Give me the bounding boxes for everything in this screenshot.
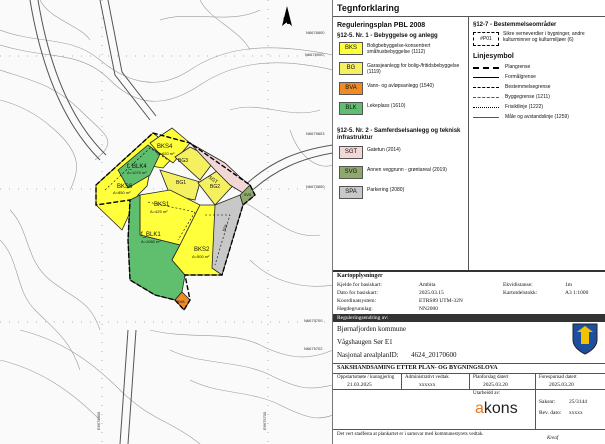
coord-label: N6675700 [304, 318, 323, 323]
label-f-blk1: f_BLK1 [141, 232, 161, 238]
plan-id: 4624_20170600 [411, 351, 457, 359]
label-spa: SPA [221, 223, 229, 233]
line-symbol-swatch [473, 107, 499, 108]
equidistance-key: Ekvidistanse: [503, 282, 533, 288]
divider [333, 389, 605, 390]
label-bg3: BG3 [178, 158, 189, 164]
rev-label: Rev. dato: [539, 410, 562, 416]
scale-val: A3 1:1000 [565, 290, 589, 296]
place-name: Vågshaugen Sør E1 [337, 338, 393, 346]
company-logo: akons [475, 400, 518, 417]
company-name: kons [483, 400, 518, 417]
divider [333, 270, 605, 272]
coord-label: N6675800 [306, 184, 325, 189]
process-col-2: Planforslag datert [473, 375, 509, 380]
legend-swatch-bg: BG [339, 62, 363, 75]
label-f-blk4: f_BLK4 [127, 164, 147, 170]
legend-label-svg: Annen veggrunn - grøntareal (2019) [367, 167, 447, 173]
legend-label-bva: Vann- og avløpsanlegg (1540) [367, 83, 434, 89]
municipality: Bjørnafjorden kommune [337, 325, 407, 333]
area-bks6: A=850 m² [113, 190, 131, 195]
line-symbol-swatch [473, 67, 499, 69]
label-sgt: SGT [206, 174, 219, 186]
scale-key: Kartutdelstokk: [503, 290, 538, 296]
legend-panel [333, 0, 605, 270]
label-bks4: BKS4 [157, 144, 173, 150]
line-symbol-swatch [473, 87, 499, 88]
legend-swatch-bva: BVA [339, 82, 363, 95]
legend-swatch-svg: SVG [339, 166, 363, 179]
legend-swatch-blk: BLK [339, 102, 363, 115]
regulation-heading: Reguleringsendring av: [337, 315, 389, 321]
legend-swatch-spa: SPA [339, 186, 363, 199]
section-1-heading: §12-5. Nr. 1 - Bebyggelse og anlegg [337, 33, 438, 39]
divider [333, 363, 605, 364]
coord-label: N6675702 [304, 346, 323, 351]
divider [401, 373, 402, 389]
line-symbol-label: Plangrense [505, 64, 531, 70]
title-block [333, 270, 605, 444]
legend-swatch-p01: #P01 [473, 32, 499, 46]
legend-label-sgt: Gatetun (2014) [367, 147, 401, 153]
process-col-0: Oppstartsmøte / kunngjering [337, 375, 395, 380]
divider [535, 389, 536, 429]
line-symbol-label: Byggegrense (1211) [505, 94, 550, 100]
rev-date: xxxxx [569, 410, 583, 416]
coord-label: N6676900 [305, 52, 324, 57]
signature: Kreaf [547, 436, 559, 441]
case-number: 25/3144 [569, 399, 588, 405]
equidistance-val: 1m [565, 282, 573, 288]
footer-note: Det vert stadfesta at plankartet er i samsvar med kommunestyrets vedtak. [337, 432, 484, 437]
basis-date-val: 2025.03.15 [419, 290, 444, 296]
svg-text:N: N [283, 16, 290, 26]
legend-swatch-sgt: SGT [339, 146, 363, 159]
plan-id-label: Nasjonal arealplanID: [337, 351, 399, 359]
coord-label: N6675803 [306, 131, 325, 136]
case-label: Saksnr: [539, 399, 556, 405]
line-symbol-label: Måle og avstandslinje (1259) [505, 114, 569, 120]
map-info-heading: Kartopplysninger [337, 273, 383, 279]
legend-label-p01: Sikre verneverdier i bygninger, andre kulturminner og kulturmiljøer (6) [503, 31, 585, 43]
divider [468, 16, 469, 270]
coord-label: E6675800 [96, 411, 101, 430]
plan-title: Reguleringsplan PBL 2008 [337, 22, 426, 29]
line-symbol-label: Frisiktlinje (1222) [505, 104, 544, 110]
process-heading: SAKSHANDSAMING ETTER PLAN- OG BYGNINGSLOVA [337, 365, 498, 371]
label-svg: SVG [244, 193, 252, 197]
line-symbol-swatch [473, 77, 499, 78]
height-basis-key: Høgdegrunnlag: [337, 306, 373, 312]
line-symbol-label: Formålgrense [505, 74, 536, 80]
divider [333, 429, 605, 430]
divider [469, 373, 470, 389]
basis-source-val: Ambita [419, 282, 436, 288]
legend-label-bks: Boligbebyggelse-konsentrert småhusbebyggelse (1112) [367, 43, 431, 55]
coord-label: E6675700 [262, 411, 267, 430]
coat-of-arms-icon [571, 322, 599, 356]
process-val-2: 2025.03.20 [483, 382, 508, 388]
area-f-blk1: A=1060 m² [141, 239, 161, 244]
legend-label-blk: Lekeplass (1610) [367, 103, 406, 109]
legend-label-spa: Parkering (2080) [367, 187, 405, 193]
label-bks6: BKS6 [117, 184, 133, 190]
coord-system-key: Koordinatsystem: [337, 298, 377, 304]
process-col-1: Administrativt vedtak [405, 375, 449, 380]
process-val-1: xxxxxx [419, 382, 436, 388]
basis-date-key: Dato for basiskart: [337, 290, 378, 296]
line-symbol-swatch [473, 117, 499, 118]
label-bks2: BKS2 [194, 247, 210, 253]
legend-label-bg: Garasjeanlegg for bolig-/fritidsbebyggelse (1119) [367, 63, 460, 75]
section-2-heading: §12-5. Nr. 2 - Samferdselsanlegg og teknisk infrastruktur [337, 128, 461, 141]
coord-label: N6676800 [306, 30, 325, 35]
line-symbol-label: Bestemmelsegrense [505, 84, 551, 90]
process-val-3: 2025.03.20 [549, 382, 574, 388]
made-by-label: Utarbeidd av: [473, 391, 501, 396]
label-bg2: BG2 [210, 184, 221, 190]
divider [333, 16, 605, 17]
area-bks2: A=500 m² [192, 254, 210, 259]
line-symbol-swatch [473, 97, 499, 98]
section-3-heading: §12-7 - Bestemmelseområder [473, 22, 557, 28]
legend-title: Tegnforklaring [337, 3, 400, 13]
coord-system-val: ETRS89 UTM-32N [419, 298, 463, 304]
label-bg1: BG1 [176, 180, 187, 186]
area-f-blk4: A=1070 m² [127, 170, 147, 175]
line-symbol-heading: Linjesymbol [473, 53, 514, 60]
process-col-3: Forespurnad datert [539, 375, 577, 380]
area-bks1: A=425 m² [150, 209, 168, 214]
label-bva: BVA [177, 299, 185, 304]
area-bks4: A=620 m² [157, 151, 175, 156]
height-basis-val: NN2000 [419, 306, 438, 312]
basis-source-key: Kjelde for basiskart: [337, 282, 382, 288]
legend-swatch-bks: BKS [339, 42, 363, 55]
divider [535, 373, 536, 389]
process-val-0: 21.03.2025 [347, 382, 372, 388]
label-bks1: BKS1 [154, 202, 170, 208]
